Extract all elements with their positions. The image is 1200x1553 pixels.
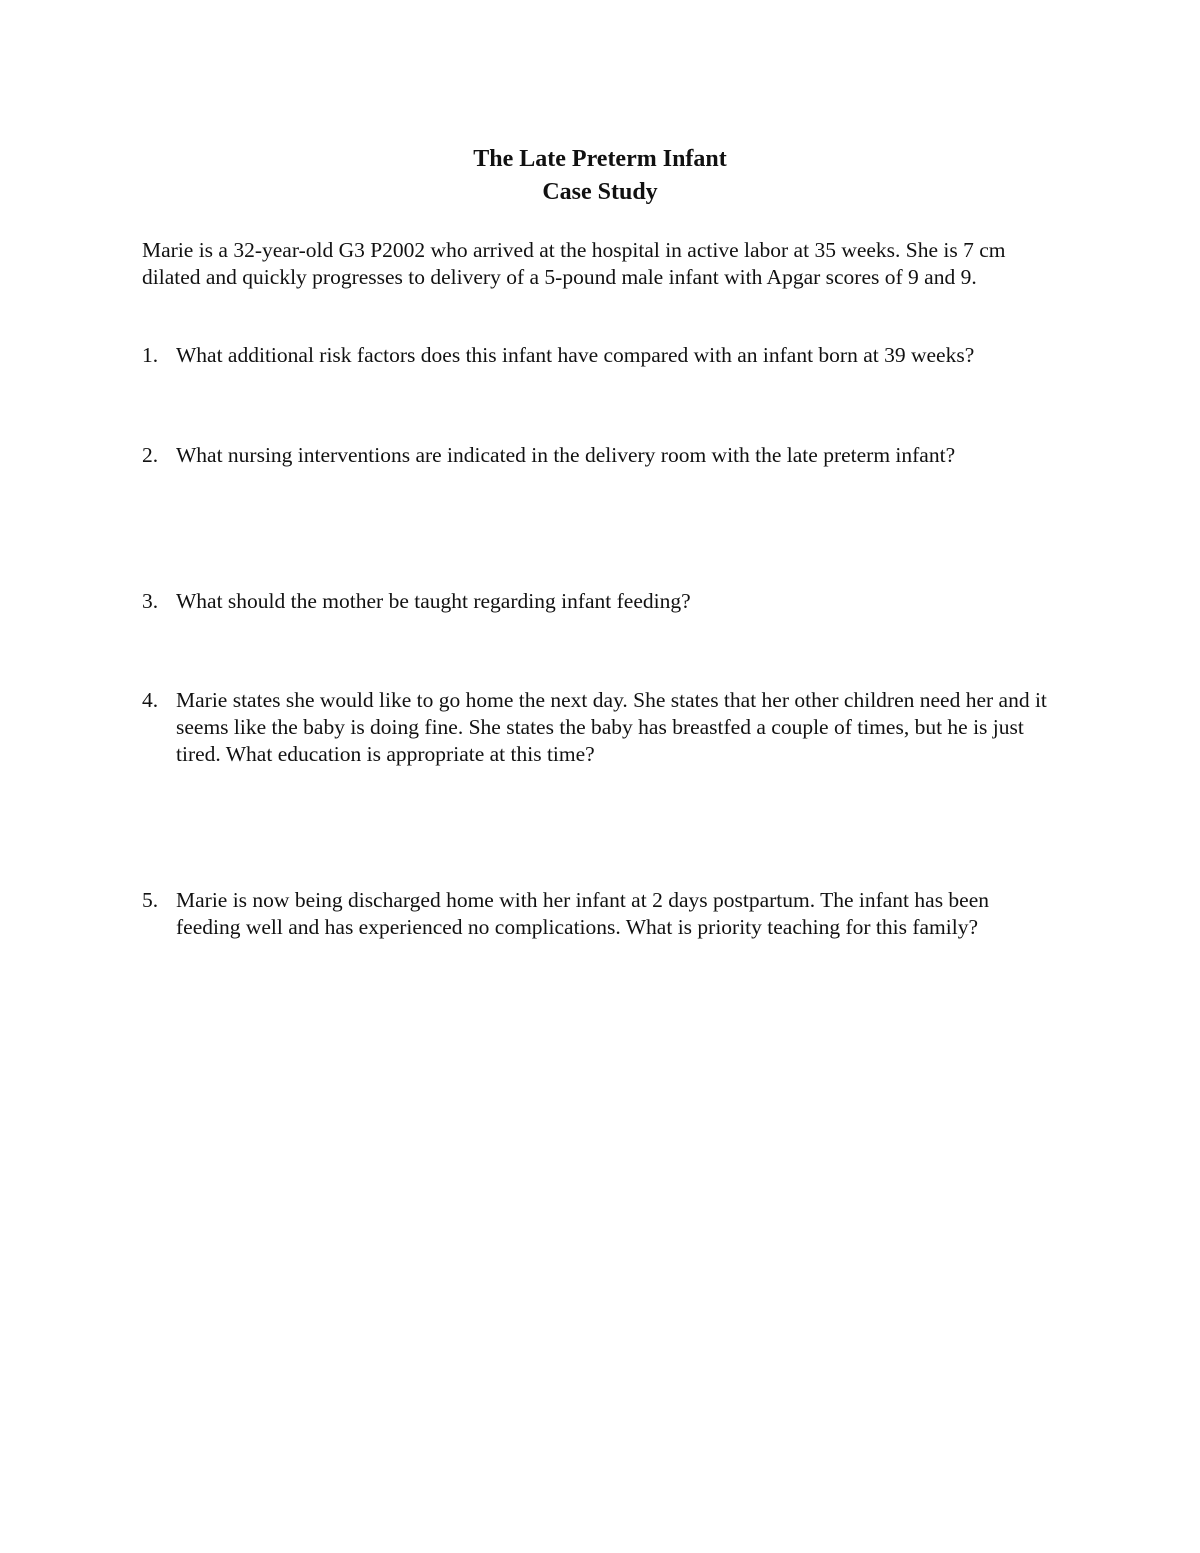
document-title: The Late Preterm Infant [473, 146, 727, 172]
question-number: 3. [142, 589, 159, 613]
question-item [142, 588, 1054, 615]
question-number: 5. [142, 888, 159, 912]
title-block [0, 143, 1200, 209]
question-number: 4. [142, 688, 159, 712]
question-item [142, 687, 1054, 768]
question-text: What should the mother be taught regarding infant feeding? [176, 589, 691, 613]
question-text: What additional risk factors does this infant have compared with an infant born at 39 weeks? [176, 343, 975, 367]
case-intro-paragraph: Marie is a 32-year-old G3 P2002 who arrived at the hospital in active labor at 35 weeks. She is 7 cm dilated and quickly progresses to delivery of a 5-pound male infant with Apgar scores of 9 and 9. [142, 238, 1006, 289]
question-text: Marie states she would like to go home the next day. She states that her other children need her and it seems like the baby is doing fine. She states the baby has breastfed a couple of times, but he is just tired. What education is appropriate at this time? [176, 688, 1047, 766]
question-number: 1. [142, 343, 159, 367]
question-number: 2. [142, 443, 159, 467]
document-subtitle: Case Study [542, 179, 658, 205]
question-text: Marie is now being discharged home with her infant at 2 days postpartum. The infant has been feeding well and has experienced no complications. What is priority teaching for this family? [176, 888, 990, 939]
question-item [142, 887, 1054, 941]
question-text: What nursing interventions are indicated in the delivery room with the late preterm infant? [176, 443, 956, 467]
question-item [142, 342, 1054, 369]
question-item [142, 442, 1054, 469]
